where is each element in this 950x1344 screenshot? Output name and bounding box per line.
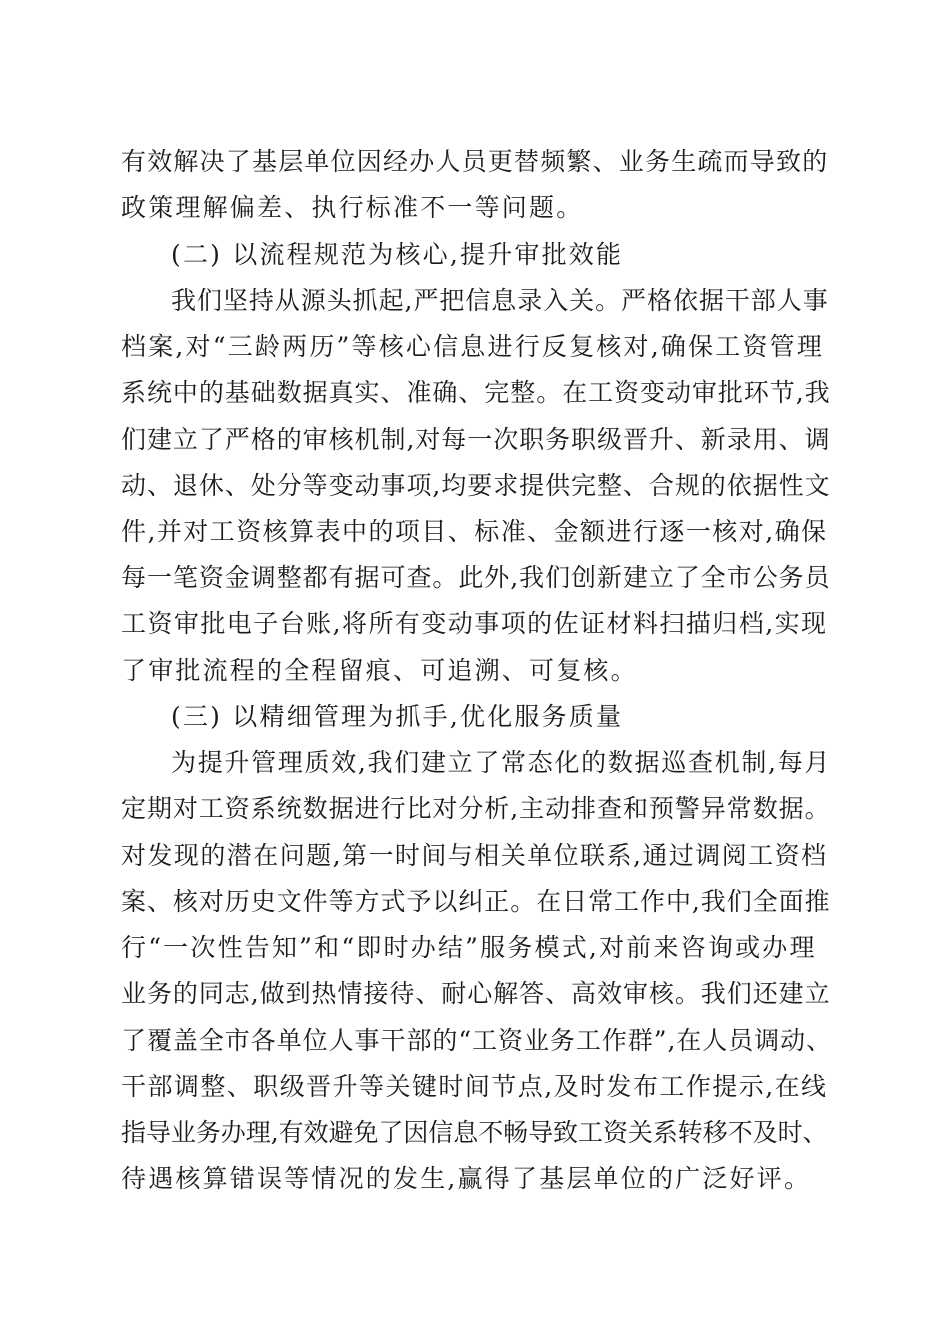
paragraph-line: 干部调整、职级晋升等关键时间节点,及时发布工作提示,在线 [121,1072,828,1101]
paragraph-line: 指导业务办理,有效避免了因信息不畅导致工资关系转移不及时、 [121,1118,828,1147]
paragraph-line: 待遇核算错误等情况的发生,赢得了基层单位的广泛好评。 [121,1164,812,1193]
paragraph-line: 为提升管理质效,我们建立了常态化的数据巡查机制,每月 [171,748,832,777]
paragraph-line: 我们坚持从源头抓起,严把信息录入关。严格依据干部人事 [171,286,829,315]
paragraph-line: 工资审批电子台账,将所有变动事项的佐证材料扫描归档,实现 [121,609,828,638]
paragraph-line: 件,并对工资核算表中的项目、标准、金额进行逐一核对,确保 [121,517,828,546]
paragraph-line: 案、核对历史文件等方式予以纠正。在日常工作中,我们全面推 [121,887,831,916]
paragraph-line: 定期对工资系统数据进行比对分析,主动排查和预警异常数据。 [121,794,831,823]
paragraph-line: 行“一次性告知”和“即时办结”服务模式,对前来咨询或办理 [121,933,817,962]
paragraph-line: 有效解决了基层单位因经办人员更替频繁、业务生疏而导致的 [121,147,829,176]
section-heading-3: (三) 以精细管理为抓手,优化服务质量 [171,702,624,731]
paragraph-line: 系统中的基础数据真实、准确、完整。在工资变动审批环节,我 [121,378,831,407]
paragraph-line: 业务的同志,做到热情接待、耐心解答、高效审核。我们还建立 [121,979,831,1008]
paragraph-line: 了覆盖全市各单位人事干部的“工资业务工作群”,在人员调动、 [121,1026,833,1055]
paragraph-line: 政策理解偏差、执行标准不一等问题。 [121,193,584,222]
paragraph-line: 们建立了严格的审核机制,对每一次职务职级晋升、新录用、调 [121,425,831,454]
paragraph-line: 档案,对“三龄两历”等核心信息进行反复核对,确保工资管理 [121,332,825,361]
paragraph-line: 动、退休、处分等变动事项,均要求提供完整、合规的依据性文 [121,471,831,500]
section-heading-2: (二) 以流程规范为核心,提升审批效能 [171,240,624,269]
paragraph-line: 每一笔资金调整都有据可查。此外,我们创新建立了全市公务员 [121,563,831,592]
paragraph-line: 对发现的潜在问题,第一时间与相关单位联系,通过调阅工资档 [121,841,828,870]
paragraph-line: 了审批流程的全程留痕、可追溯、可复核。 [121,656,638,685]
